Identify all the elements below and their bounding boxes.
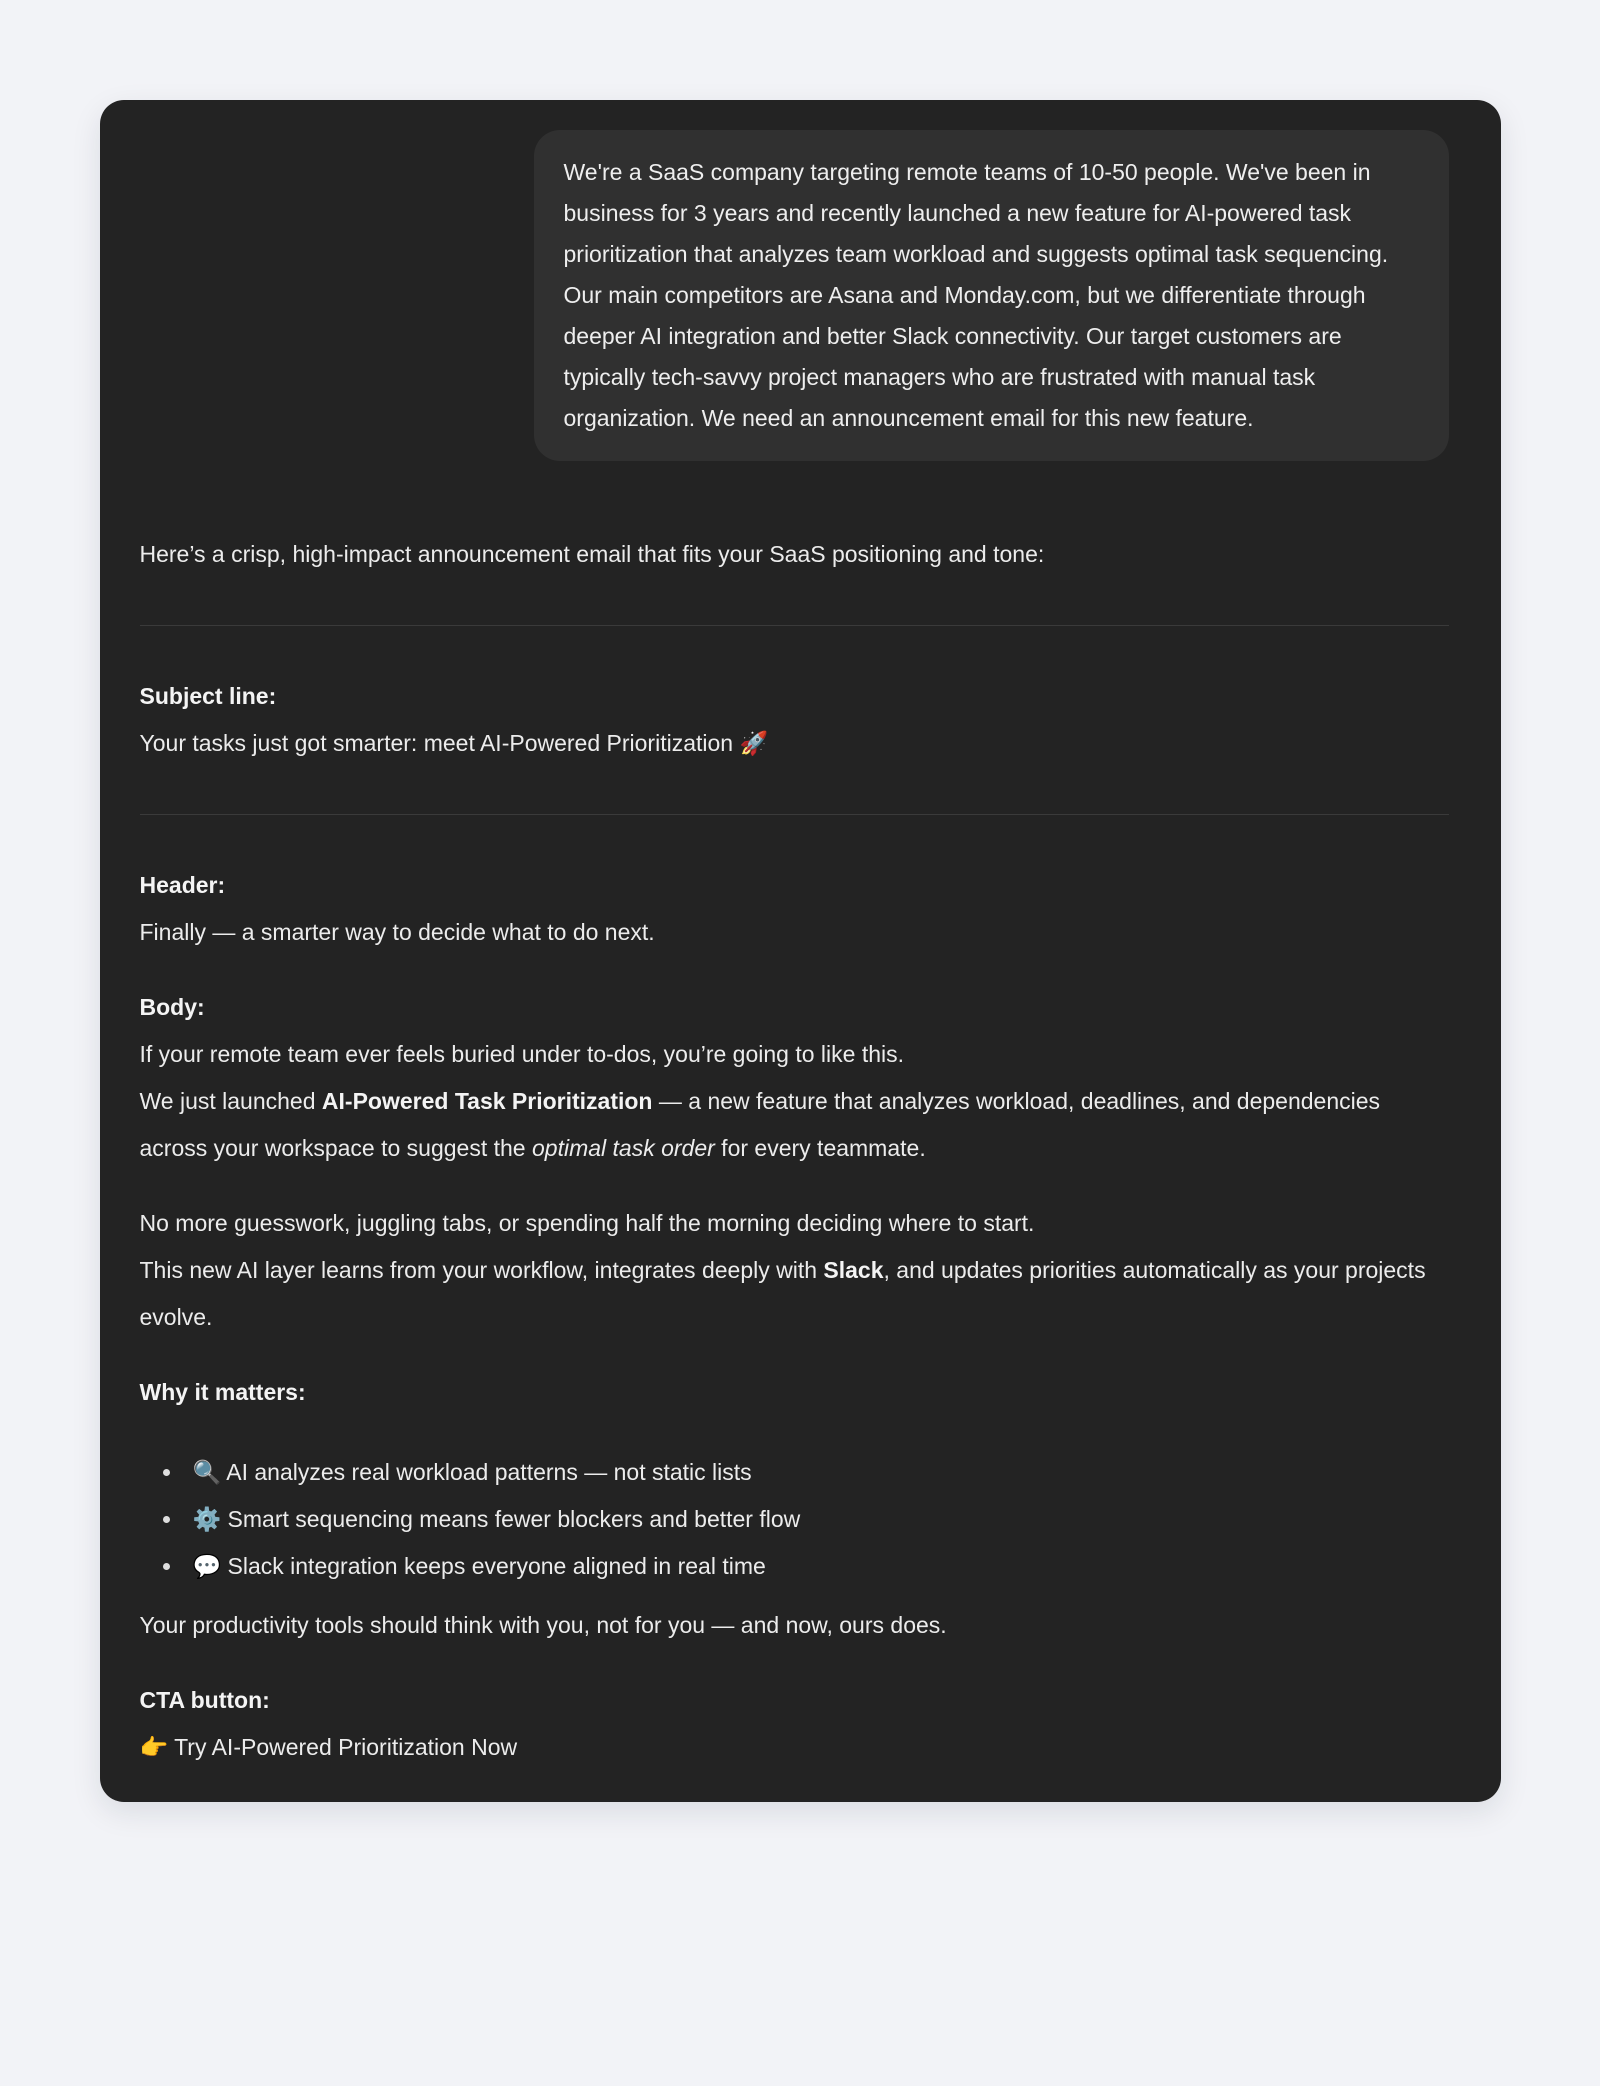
- cta-section: [140, 1677, 1449, 1771]
- chat-card: [100, 100, 1501, 1802]
- section-divider: [140, 814, 1449, 815]
- header-section: [140, 862, 1449, 956]
- body-section: [140, 984, 1449, 1172]
- body-label: Body:: [139, 994, 205, 1020]
- section-divider: [140, 625, 1449, 626]
- closing-line: Your productivity tools should think with you, not for you — and now, ours does.: [139, 1612, 947, 1638]
- header-label: Header:: [139, 872, 226, 898]
- benefit-item: ⚙️ Smart sequencing means fewer blockers and better flow: [163, 1496, 1449, 1543]
- body-paragraph-2: No more guesswork, juggling tabs, or spending half the morning deciding where to start. This new AI layer learns from your workflow, integrates deeply with Slack, and updates priorities automatically as your projects evolve.: [139, 1210, 1426, 1330]
- benefits-list: [140, 1449, 1449, 1590]
- user-message-text: We're a SaaS company targeting remote teams of 10-50 people. We've been in business for 3 years and recently launched a new feature for AI-powered task prioritization that analyzes team workload and suggests optimal task sequencing. Our main competitors are Asana and Monday.com, but we differentiate through deeper AI integration and better Slack connectivity. Our target customers are typically tech-savvy project managers who are frustrated with manual task organization. We need an announcement email for this new feature.: [563, 159, 1389, 431]
- assistant-intro: Here’s a crisp, high-impact announcement email that fits your SaaS positioning and tone:: [139, 541, 1045, 567]
- benefit-item: 🔍 AI analyzes real workload patterns — not static lists: [163, 1449, 1449, 1496]
- benefit-item: 💬 Slack integration keeps everyone aligned in real time: [163, 1543, 1449, 1590]
- subject-text: Your tasks just got smarter: meet AI-Powered Prioritization 🚀: [139, 730, 769, 756]
- cta-text: 👉 Try AI-Powered Prioritization Now: [139, 1734, 518, 1760]
- why-it-matters-label: Why it matters:: [139, 1379, 306, 1405]
- header-text: Finally — a smarter way to decide what to do next.: [139, 919, 655, 945]
- body-paragraph-1: If your remote team ever feels buried under to-dos, you’re going to like this. We just launched AI-Powered Task Prioritization — a new feature that analyzes workload, deadlines, and dependencies across your workspace to suggest the optimal task order for every teammate.: [139, 1041, 1381, 1161]
- subject-section: [140, 673, 1449, 767]
- user-message-bubble: [534, 130, 1449, 461]
- cta-label: CTA button:: [139, 1687, 270, 1713]
- subject-label: Subject line:: [139, 683, 277, 709]
- assistant-response: [140, 531, 1449, 1771]
